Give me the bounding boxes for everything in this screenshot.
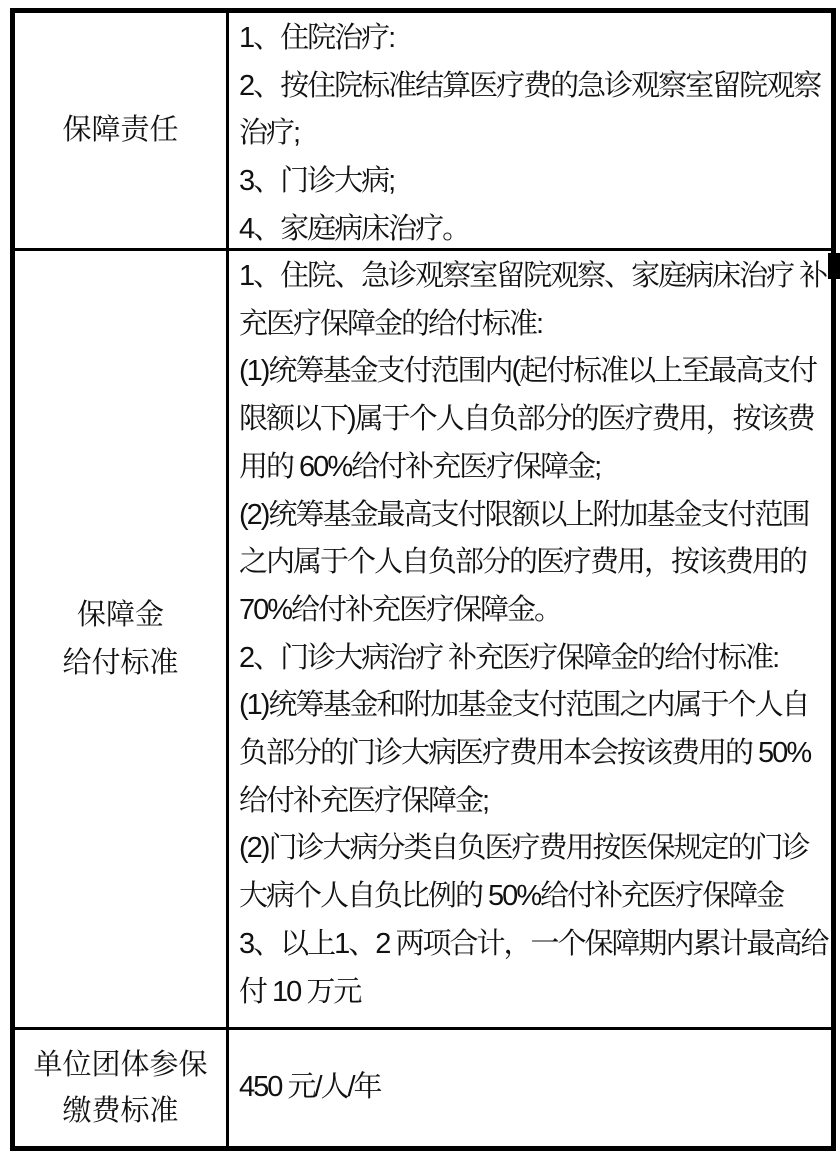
- text-line: 保障金: [76, 598, 164, 631]
- text-line: 2、门诊大病治疗 补充医疗保障金的给付标准:: [239, 641, 779, 674]
- text-line: 1、住院治疗:: [239, 22, 395, 54]
- text-line: 3、以上1、2 两项合计，一个保障期内累计最高给: [239, 927, 828, 960]
- text-line: 之内属于个人自负部分的医疗费用，按该费用的: [239, 546, 807, 579]
- text-line: 70%给付补充医疗保障金。: [239, 593, 562, 626]
- text-line: 2、按住院标准结算医疗费的急诊观察室留院观察: [239, 69, 821, 102]
- row-header-group-premium-standard: [15, 1030, 229, 1146]
- insurance-benefits-table: [10, 8, 836, 1151]
- text-line: 4、家庭病床治疗。: [239, 212, 470, 245]
- row-content-group-premium-standard: [229, 1030, 831, 1146]
- table-row-group-premium-standard: [15, 1030, 831, 1146]
- table-row-coverage-liability: [15, 13, 831, 251]
- text-line: 付 10 万元: [239, 975, 361, 1008]
- text-line: (2)门诊大病分类自负医疗费用按医保规定的门诊: [239, 832, 809, 865]
- row-content-benefit-payment-standard: [229, 251, 831, 1027]
- row-content-coverage-liability: [229, 13, 831, 248]
- text-line: (2)统筹基金最高支付限额以上附加基金支付范围: [239, 498, 809, 531]
- scan-artifact-mark: [828, 253, 840, 279]
- row-header-benefit-payment-standard: [15, 251, 229, 1027]
- text-line: 450 元/人/年: [239, 1071, 381, 1104]
- text-line: 给付标准: [62, 646, 179, 679]
- text-line: (1)统筹基金和附加基金支付范围之内属于个人自: [239, 689, 809, 722]
- text-line: 用的 60%给付补充医疗保障金;: [239, 450, 601, 483]
- table-row-benefit-payment-standard: [15, 251, 831, 1030]
- text-line: 充医疗保障金的给付标准:: [239, 307, 543, 340]
- text-line: 3、门诊大病;: [239, 165, 395, 198]
- text-line: 限额以下)属于个人自负部分的医疗费用，按该费: [239, 403, 814, 436]
- text-line: 缴费标准: [62, 1094, 179, 1127]
- text-line: (1)统筹基金支付范围内(起付标准以上至最高支付: [239, 355, 817, 388]
- text-line: 保障责任: [62, 114, 179, 146]
- text-line: 1、住院、急诊观察室留院观察、家庭病床治疗 补: [239, 260, 827, 292]
- text-line: 给付补充医疗保障金;: [239, 784, 489, 817]
- text-line: 单位团体参保: [33, 1048, 208, 1081]
- row-header-coverage-liability: [15, 13, 229, 248]
- text-line: 大病个人自负比例的 50%给付补充医疗保障金: [239, 880, 784, 913]
- text-line: 治疗;: [239, 117, 300, 150]
- text-line: 负部分的门诊大病医疗费用本会按该费用的 50%: [239, 737, 811, 770]
